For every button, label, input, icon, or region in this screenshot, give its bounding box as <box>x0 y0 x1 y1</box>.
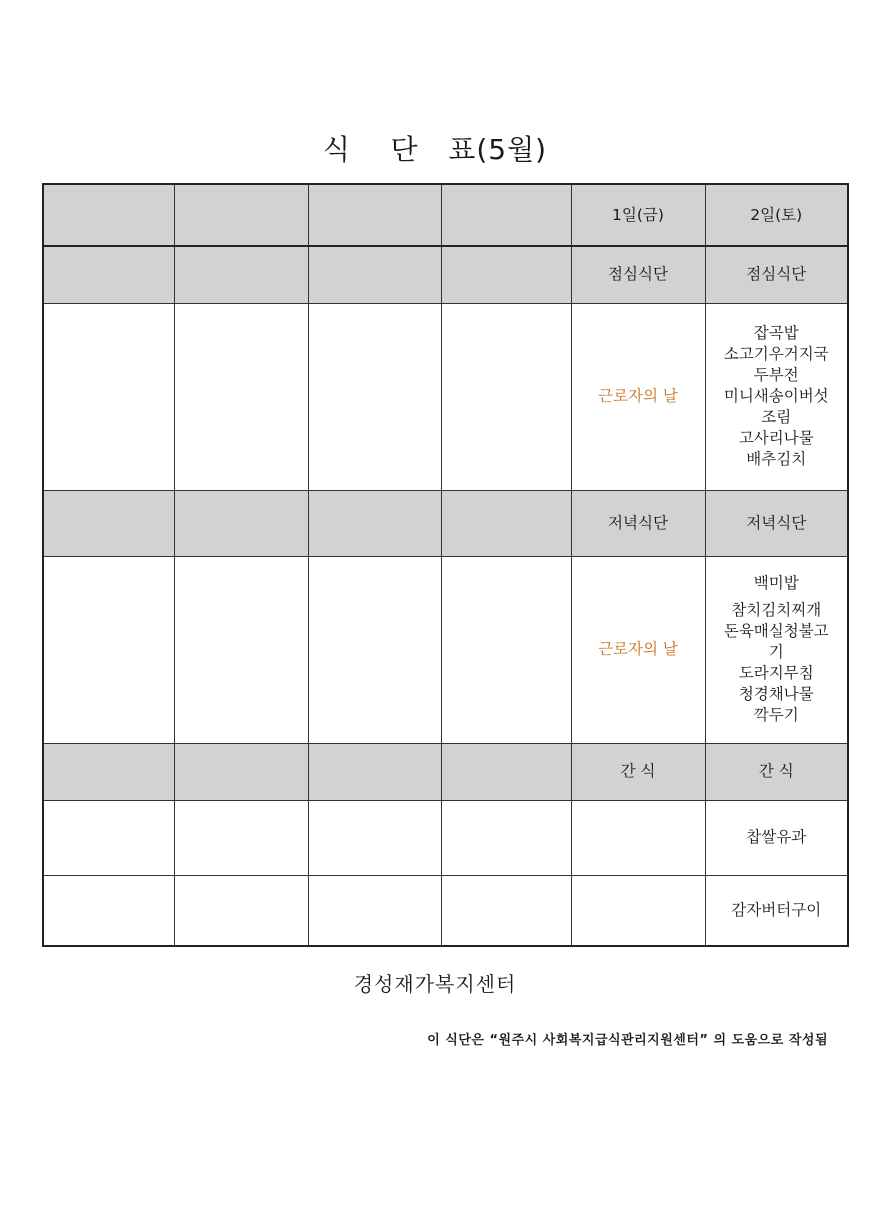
dinner-day1-holiday: 근로자의 날 <box>571 556 705 743</box>
lunch-day1-holiday: 근로자의 날 <box>571 303 705 490</box>
empty-cell <box>441 800 571 875</box>
dish: 깍두기 <box>753 706 799 724</box>
snack-section-row <box>43 743 848 800</box>
dish: 소고기우거지국 <box>723 345 829 363</box>
empty-cell <box>43 490 174 556</box>
dish: 두부전 <box>753 366 799 384</box>
dish: 고사리나물 <box>738 429 814 447</box>
dish: 조림 <box>761 408 792 426</box>
page-title: 식 단 표(5월) <box>322 133 548 166</box>
date-header-row <box>43 184 848 246</box>
empty-cell <box>441 743 571 800</box>
date-cell-2 <box>174 184 308 246</box>
date-cell-1st-fri: 1일(금) <box>571 184 705 246</box>
dish: 기 <box>768 643 784 661</box>
empty-cell <box>441 303 571 490</box>
empty-cell <box>308 556 441 743</box>
dish: 미니새송이버섯 <box>723 387 829 405</box>
empty-cell <box>43 743 174 800</box>
dish: 잡곡밥 <box>753 324 799 342</box>
lunch-day2-menu <box>705 303 848 490</box>
date-cell-3 <box>308 184 441 246</box>
empty-cell <box>441 556 571 743</box>
dish: 돈육매실청불고 <box>723 622 829 640</box>
empty-cell <box>174 490 308 556</box>
empty-cell <box>174 875 308 946</box>
empty-cell <box>43 875 174 946</box>
empty-cell <box>43 246 174 303</box>
empty-cell <box>308 800 441 875</box>
organization-name: 경성재가복지센터 <box>353 972 517 996</box>
empty-cell <box>308 303 441 490</box>
snack-row-1 <box>43 800 848 875</box>
lunch-menu-row <box>43 303 848 490</box>
empty-cell <box>308 246 441 303</box>
empty-cell <box>174 800 308 875</box>
empty-cell <box>174 303 308 490</box>
snack-2-day2: 감자버터구이 <box>705 875 848 946</box>
dish: 도라지무침 <box>738 664 814 682</box>
empty-cell <box>441 246 571 303</box>
date-cell-1 <box>43 184 174 246</box>
lunch-label-day2: 점심식단 <box>705 246 848 303</box>
dinner-menu-row <box>43 556 848 743</box>
empty-cell <box>308 743 441 800</box>
empty-cell <box>308 490 441 556</box>
snack-label-day2: 간 식 <box>705 743 848 800</box>
empty-cell <box>308 875 441 946</box>
dinner-label-day1: 저녁식단 <box>571 490 705 556</box>
menu-table <box>42 183 849 947</box>
empty-cell <box>441 875 571 946</box>
empty-cell <box>441 490 571 556</box>
empty-cell <box>174 556 308 743</box>
lunch-section-row <box>43 246 848 303</box>
dish: 배추김치 <box>746 450 807 468</box>
empty-cell <box>43 800 174 875</box>
footer-note: 이 식단은 “원주시 사회복지급식관리지원센터” 의 도움으로 작성됨 <box>427 1033 828 1048</box>
empty-cell <box>43 303 174 490</box>
lunch-label-day1: 점심식단 <box>571 246 705 303</box>
dish: 참치김치찌개 <box>731 601 822 619</box>
empty-cell <box>174 246 308 303</box>
snack-label-day1: 간 식 <box>571 743 705 800</box>
empty-cell <box>571 800 705 875</box>
dish: 청경채나물 <box>738 685 814 703</box>
date-cell-2nd-sat: 2일(토) <box>705 184 848 246</box>
empty-cell <box>43 556 174 743</box>
dinner-label-day2: 저녁식단 <box>705 490 848 556</box>
dinner-section-row <box>43 490 848 556</box>
date-cell-4 <box>441 184 571 246</box>
empty-cell <box>174 743 308 800</box>
snack-1-day2: 찹쌀유과 <box>705 800 848 875</box>
dinner-day2-menu <box>705 556 848 743</box>
snack-row-2 <box>43 875 848 946</box>
dish: 백미밥 <box>753 574 799 592</box>
empty-cell <box>571 875 705 946</box>
